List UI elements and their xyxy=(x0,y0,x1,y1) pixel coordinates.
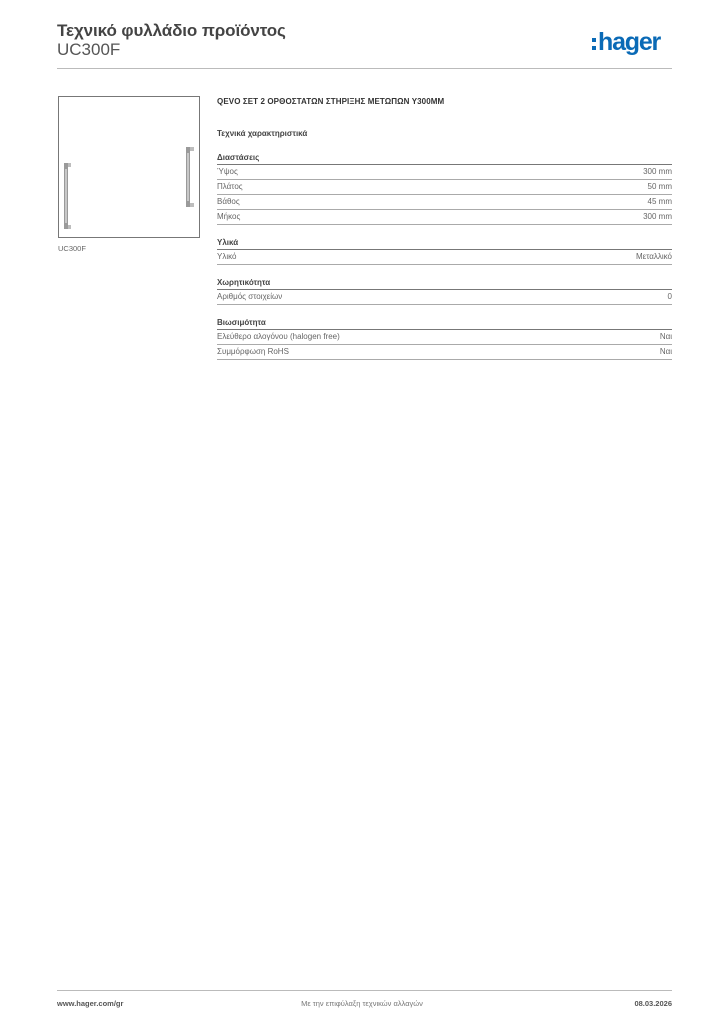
spec-value: Ναι xyxy=(659,332,672,341)
spec-group-capacity xyxy=(217,277,672,305)
logo-text: hager xyxy=(598,28,661,56)
spec-row xyxy=(217,345,672,360)
spec-label: Πλάτος xyxy=(217,182,243,191)
mounting-rails-illustration xyxy=(59,97,199,237)
spec-label: Συμμόρφωση RoHS xyxy=(217,347,289,356)
product-code: UC300F xyxy=(57,40,121,59)
image-caption: UC300F xyxy=(58,244,86,253)
product-image xyxy=(58,96,200,238)
spec-row xyxy=(217,195,672,210)
spec-row xyxy=(217,210,672,225)
header-divider xyxy=(57,68,672,69)
spec-label: Υλικό xyxy=(217,252,237,261)
website-link[interactable]: www.hager.com/gr xyxy=(57,999,124,1008)
spec-label: Βάθος xyxy=(217,197,240,206)
spec-value: 0 xyxy=(667,292,672,301)
right-rail-bottom-bracket xyxy=(190,203,194,207)
spec-label: Αριθμός στοιχείων xyxy=(217,292,283,301)
spec-value: 300 mm xyxy=(643,167,672,176)
footer-notice: Με την επιφύλαξη τεχνικών αλλαγών xyxy=(301,999,423,1008)
page-title: Τεχνικό φυλλάδιο προϊόντος xyxy=(57,21,286,40)
spec-group-title: Βιωσιμότητα xyxy=(217,317,672,330)
right-rail-highlight xyxy=(187,153,189,201)
footer-divider xyxy=(57,990,672,991)
spec-value: 45 mm xyxy=(647,197,672,206)
spec-group-materials xyxy=(217,237,672,265)
spec-value: 300 mm xyxy=(643,212,672,221)
spec-row xyxy=(217,330,672,345)
spec-row xyxy=(217,290,672,305)
spec-row xyxy=(217,250,672,265)
logo-dots-icon xyxy=(592,35,596,50)
spec-label: Ελεύθερο αλογόνου (halogen free) xyxy=(217,332,340,341)
specs-heading: Τεχνικά χαρακτηριστικά xyxy=(217,129,308,138)
spec-label: Μήκος xyxy=(217,212,241,221)
product-title: QEVO ΣΕΤ 2 ΟΡΘΟΣΤΑΤΩΝ ΣΤΗΡΙΞΗΣ ΜΕΤΩΠΩΝ Υ300ΜΜ xyxy=(217,97,445,106)
hager-logo xyxy=(592,29,660,55)
spec-label: Ύψος xyxy=(217,167,238,176)
left-rail-highlight xyxy=(65,169,67,223)
spec-group-dimensions xyxy=(217,152,672,225)
spec-content xyxy=(217,96,672,360)
spec-row xyxy=(217,165,672,180)
spec-group-sustainability xyxy=(217,317,672,360)
spec-value: Μεταλλικό xyxy=(635,252,672,261)
left-rail-bottom-bracket xyxy=(68,225,71,229)
footer-date: 08.03.2026 xyxy=(634,999,672,1008)
spec-group-title: Υλικά xyxy=(217,237,672,250)
spec-value: Ναι xyxy=(659,347,672,356)
spec-row xyxy=(217,180,672,195)
spec-value: 50 mm xyxy=(647,182,672,191)
spec-group-title: Διαστάσεις xyxy=(217,152,672,165)
right-rail-top-bracket xyxy=(190,147,194,151)
spec-group-title: Χωρητικότητα xyxy=(217,277,672,290)
left-rail-top-bracket xyxy=(68,163,71,167)
